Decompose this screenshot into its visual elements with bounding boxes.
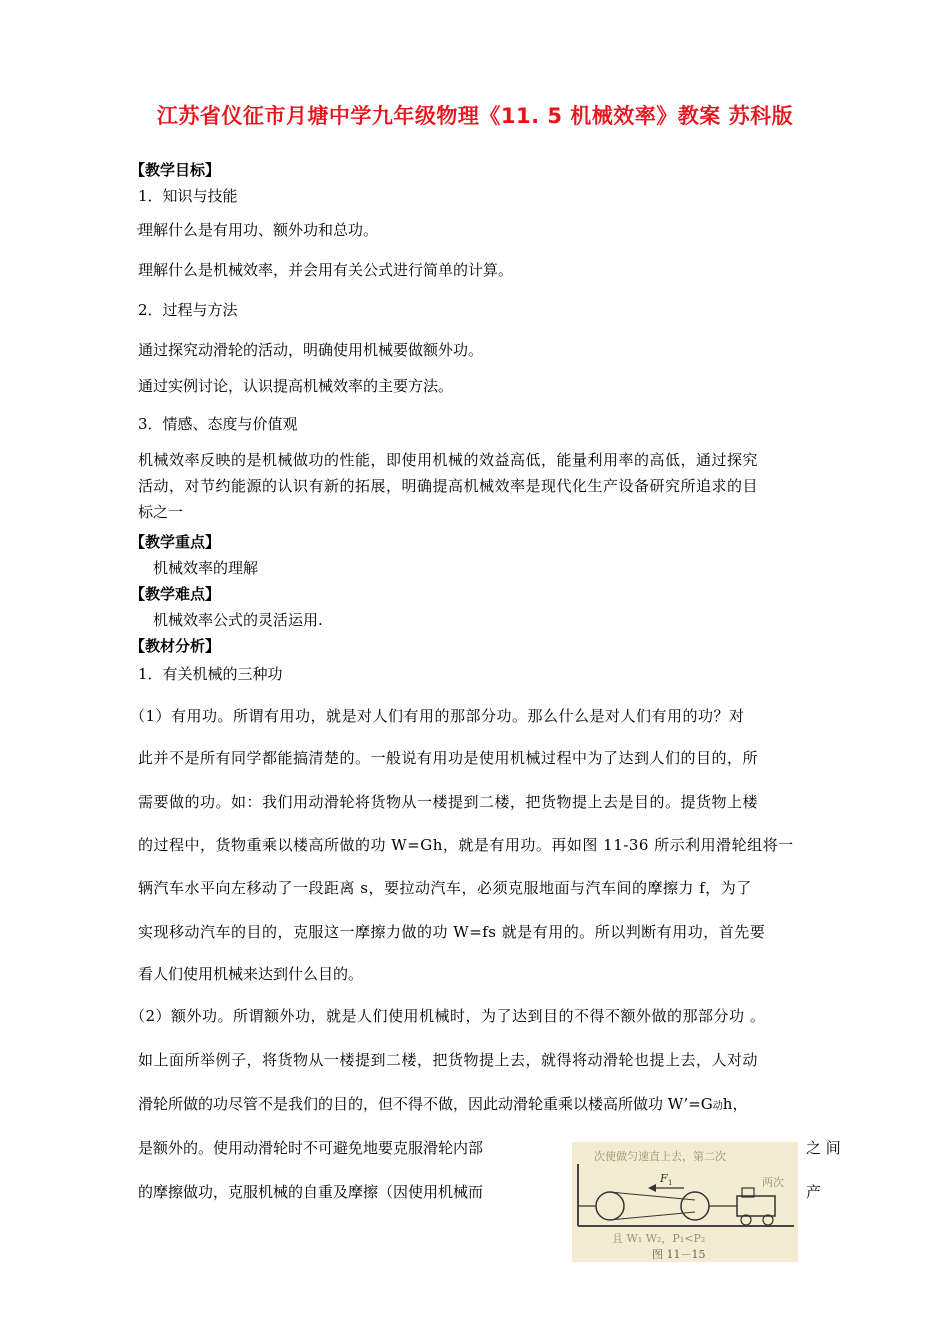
useful-work-line: 需要做的功。如：我们用动滑轮将货物从一楼提到二楼，把货物提上去是目的。提货物上楼: [138, 793, 759, 811]
pulley-figure: [572, 1142, 798, 1262]
extra-work-line: [138, 1094, 747, 1117]
useful-work-line: 此并不是所有同学都能搞清楚的。一般说有用功是使用机械过程中为了达到人们的目的，所: [138, 749, 759, 767]
goal2-line1: 通过探究动滑轮的活动，明确使用机械要做额外功。: [138, 341, 484, 359]
difficult-text: 机械效率公式的灵活运用.: [153, 611, 323, 629]
goal3-para-line: 机械效率反映的是机械做功的性能，即使用机械的效益高低，能量利用率的高低，通过探究: [138, 451, 759, 469]
goal3-title: 3．情感、态度与价值观: [138, 415, 298, 433]
goal1-line2: 理解什么是机械效率，并会用有关公式进行简单的计算。: [138, 261, 514, 279]
useful-work-line: 辆汽车水平向左移动了一段距离 s，要拉动汽车，必须克服地面与汽车间的摩擦力 f，为了: [138, 879, 752, 897]
goal2-line2: 通过实例讨论，认识提高机械效率的主要方法。: [138, 377, 454, 395]
extra-work-text: 滑轮所做的功尽管不是我们的目的，但不得不做，因此动滑轮重乘以楼高所做功 W’=G: [138, 1095, 713, 1113]
useful-work-line: （1）有用功。所谓有用功，就是对人们有用的那部分功。那么什么是对人们有用的功？对: [130, 707, 745, 725]
analysis-heading: 【教材分析】: [130, 637, 221, 655]
goal3-para-line: 标之一: [138, 503, 184, 521]
page-title: 江苏省仪征市月塘中学九年级物理《11. 5 机械效率》教案 苏科版: [156, 104, 794, 128]
figure-caption: 图 11－15: [652, 1248, 706, 1261]
goal3-para-line: 活动，对节约能源的认识有新的拓展，明确提高机械效率是现代化生产设备研究所追求的目: [138, 477, 759, 495]
force-label: F: [660, 1172, 668, 1185]
analysis-item1: 1．有关机械的三种功: [138, 665, 283, 683]
goal1-line1: 理解什么是有用功、额外功和总功。: [138, 221, 379, 239]
key-text: 机械效率的理解: [153, 559, 259, 577]
force-subscript: 1: [668, 1179, 673, 1187]
extra-work-text: h，: [722, 1095, 748, 1113]
figure-top-text: 次使做匀速直上去，第二次: [594, 1150, 726, 1163]
extra-work-line: 如上面所举例子，将货物从一楼提到二楼，把货物提上去，就得将动滑轮也提上去，人对动: [138, 1051, 759, 1069]
difficult-heading: 【教学难点】: [130, 585, 221, 603]
goal1-title: 1．知识与技能: [138, 187, 238, 205]
key-heading: 【教学重点】: [130, 533, 221, 551]
extra-work-fragment: 之 间: [806, 1139, 841, 1157]
goals-heading: 【教学目标】: [130, 161, 221, 179]
goal2-title: 2．过程与方法: [138, 301, 238, 319]
useful-work-line: 实现移动汽车的目的，克服这一摩擦力做的功 W=fs 就是有用的。所以判断有用功，首先要: [138, 923, 766, 941]
extra-work-fragment: 产: [806, 1183, 822, 1201]
extra-work-line: 是额外的。使用动滑轮时不可避免地要克服滑轮内部: [138, 1139, 484, 1157]
useful-work-line: 的过程中，货物重乘以楼高所做的功 W=Gh，就是有用功。再如图 11-36 所示利用滑轮组将一: [138, 836, 794, 854]
useful-work-line: 看人们使用机械来达到什么目的。: [138, 965, 364, 983]
subscript: 动: [712, 1101, 723, 1112]
figure-bottom-text: 且 W₁ W₂，P₁<P₂: [612, 1232, 706, 1245]
extra-work-line: （2）额外功。所谓额外功，就是人们使用机械时，为了达到目的不得不额外做的那部分功 。: [130, 1007, 766, 1025]
figure-side-text: 两次: [762, 1176, 784, 1189]
extra-work-line: 的摩擦做功，克服机械的自重及摩擦（因使用机械而: [138, 1183, 484, 1201]
